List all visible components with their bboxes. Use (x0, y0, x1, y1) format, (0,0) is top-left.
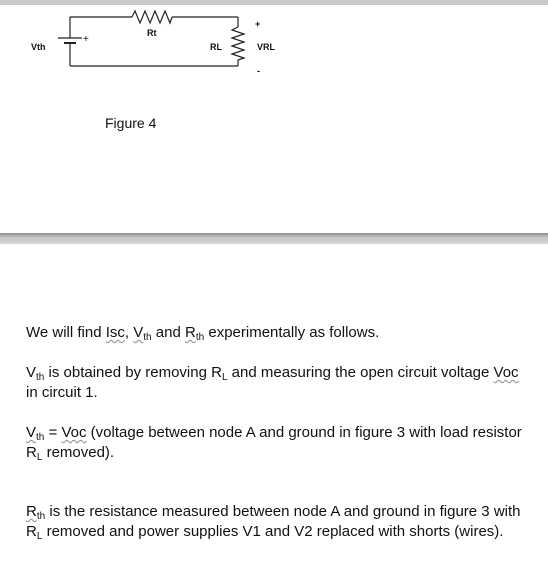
p3-v: V (26, 424, 37, 441)
battery-plus-sign: + (83, 34, 89, 45)
p3-text-b: (voltage between node A and ground in figure 3 with load resistor R (26, 424, 522, 461)
rl-label: RL (210, 42, 222, 52)
paragraph-2 (26, 364, 526, 402)
page-separator (0, 233, 548, 244)
p1-vth (133, 324, 151, 341)
p3-voc: Voc (61, 424, 87, 441)
p2-l-subscript: L (221, 372, 228, 383)
p1-isc: Isc (105, 324, 125, 341)
p2-v: V (26, 364, 37, 381)
p2-text-b: and measuring the open circuit voltage (227, 364, 494, 381)
vrl-plus-sign: + (255, 19, 261, 29)
rt-label: Rt (147, 28, 157, 38)
p3-th-subscript: th (36, 432, 45, 443)
p1-text-d: experimentally as follows. (204, 324, 380, 341)
p4-l-subscript: L (36, 531, 43, 542)
paragraph-3 (26, 424, 526, 464)
figure-caption: Figure 4 (105, 115, 157, 131)
p1-text-c: and (151, 324, 185, 341)
resistor-rt-symbol (132, 11, 172, 23)
paragraph-1 (26, 324, 526, 344)
p2-th-subscript: th (36, 372, 45, 383)
p1-text-a: We will find (26, 324, 106, 341)
p4-rth (26, 503, 45, 520)
p4-text-b: removed and power supplies V1 and V2 replaced with shorts (wires). (42, 523, 504, 540)
vth-label: Vth (31, 42, 46, 52)
p2-voc: Voc (493, 364, 519, 381)
p4-th-subscript: th (36, 511, 46, 522)
p2-text-c: in circuit 1. (26, 384, 98, 401)
p1-text-b: , (124, 324, 134, 341)
resistor-rl-symbol (232, 27, 244, 60)
p4-r: R (26, 503, 37, 520)
p2-text-a: is obtained by removing R (44, 364, 222, 381)
p1-r: R (185, 324, 196, 341)
page-2 (0, 244, 548, 567)
vrl-label: VRL (257, 42, 275, 52)
p3-text-c: removed). (42, 444, 115, 461)
p4-text-a: is the resistance measured between node A and ground in figure 3 with R (26, 503, 521, 540)
page-1 (0, 5, 548, 233)
p3-vth (26, 424, 44, 441)
p3-text-a: = (44, 424, 62, 441)
p1-v: V (133, 324, 144, 341)
circuit-diagram (0, 5, 548, 233)
p3-l-subscript: L (36, 452, 43, 463)
p1-th-subscript-2: th (195, 332, 205, 343)
vrl-minus-sign: - (257, 66, 260, 76)
p1-rth (185, 324, 204, 341)
paragraph-4 (26, 503, 526, 543)
p1-th-subscript-1: th (143, 332, 152, 343)
